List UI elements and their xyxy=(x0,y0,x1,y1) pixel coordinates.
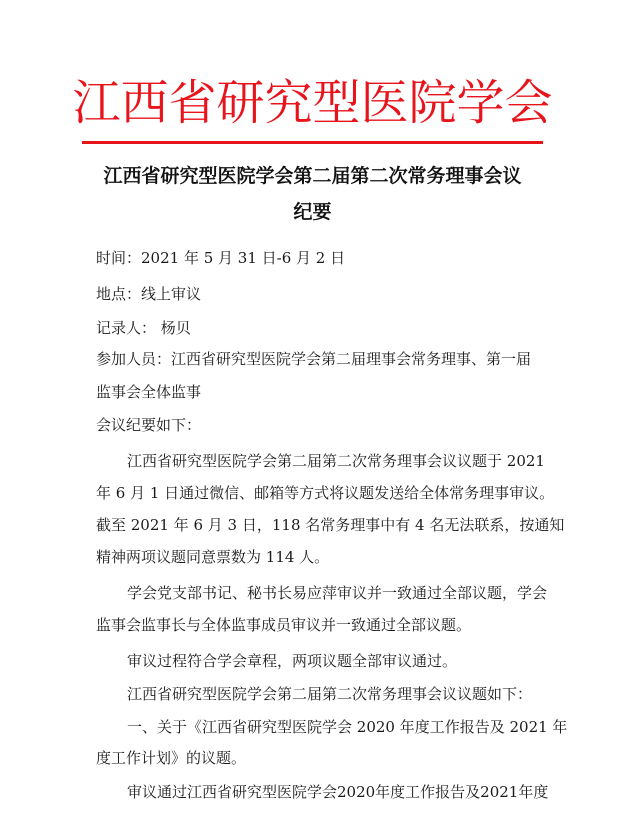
body-paragraph-line: 江西省研究型医院学会第二届第二次常务理事会议议题于 2021 xyxy=(127,452,545,470)
body-paragraph-line: 监事会监事长与全体监事成员审议并一致通过全部议题。 xyxy=(96,616,472,634)
document-title-line-2: 纪要 xyxy=(293,201,332,223)
meeting-time: 时间：2021 年 5 月 31 日-6 月 2 日 xyxy=(96,249,346,267)
body-paragraph-line: 江西省研究型医院学会第二届第二次常务理事会议议题如下： xyxy=(127,685,533,703)
agenda-item-1-line-2: 度工作计划》的议题。 xyxy=(96,749,247,767)
body-paragraph-line: 截至 2021 年 6 月 3 日，118 名常务理事中有 4 名无法联系，按通知 xyxy=(96,516,565,534)
participants-line-2: 监事会全体监事 xyxy=(96,383,202,401)
agenda-item-1-line-1: 一、关于《江西省研究型医院学会 2020 年度工作报告及 2021 年 xyxy=(127,718,568,736)
letterhead-red-rule xyxy=(82,141,543,144)
recorder: 记录人： 杨贝 xyxy=(96,319,191,337)
body-paragraph-line: 学会党支部书记、秘书长易应萍审议并一致通过全部议题，学会 xyxy=(127,584,548,602)
body-paragraph-line: 年 6 月 1 日通过微信、邮箱等方式将议题发送给全体常务理事审议。 xyxy=(96,484,555,502)
minutes-intro: 会议纪要如下： xyxy=(96,416,202,434)
letterhead-org-name: 江西省研究型医院学会 xyxy=(72,75,553,131)
body-paragraph-line: 精神两项议题同意票数为 114 人。 xyxy=(96,548,330,566)
body-paragraph-line: 审议通过江西省研究型医院学会2020年度工作报告及2021年度 xyxy=(127,783,549,801)
participants-line-1: 参加人员：江西省研究型医院学会第二届理事会常务理事、第一届 xyxy=(96,350,532,368)
document-title-line-1: 江西省研究型医院学会第二届第二次常务理事会议 xyxy=(103,165,522,187)
meeting-location: 地点：线上审议 xyxy=(96,285,202,303)
body-paragraph-line: 审议过程符合学会章程，两项议题全部审议通过。 xyxy=(127,652,458,670)
